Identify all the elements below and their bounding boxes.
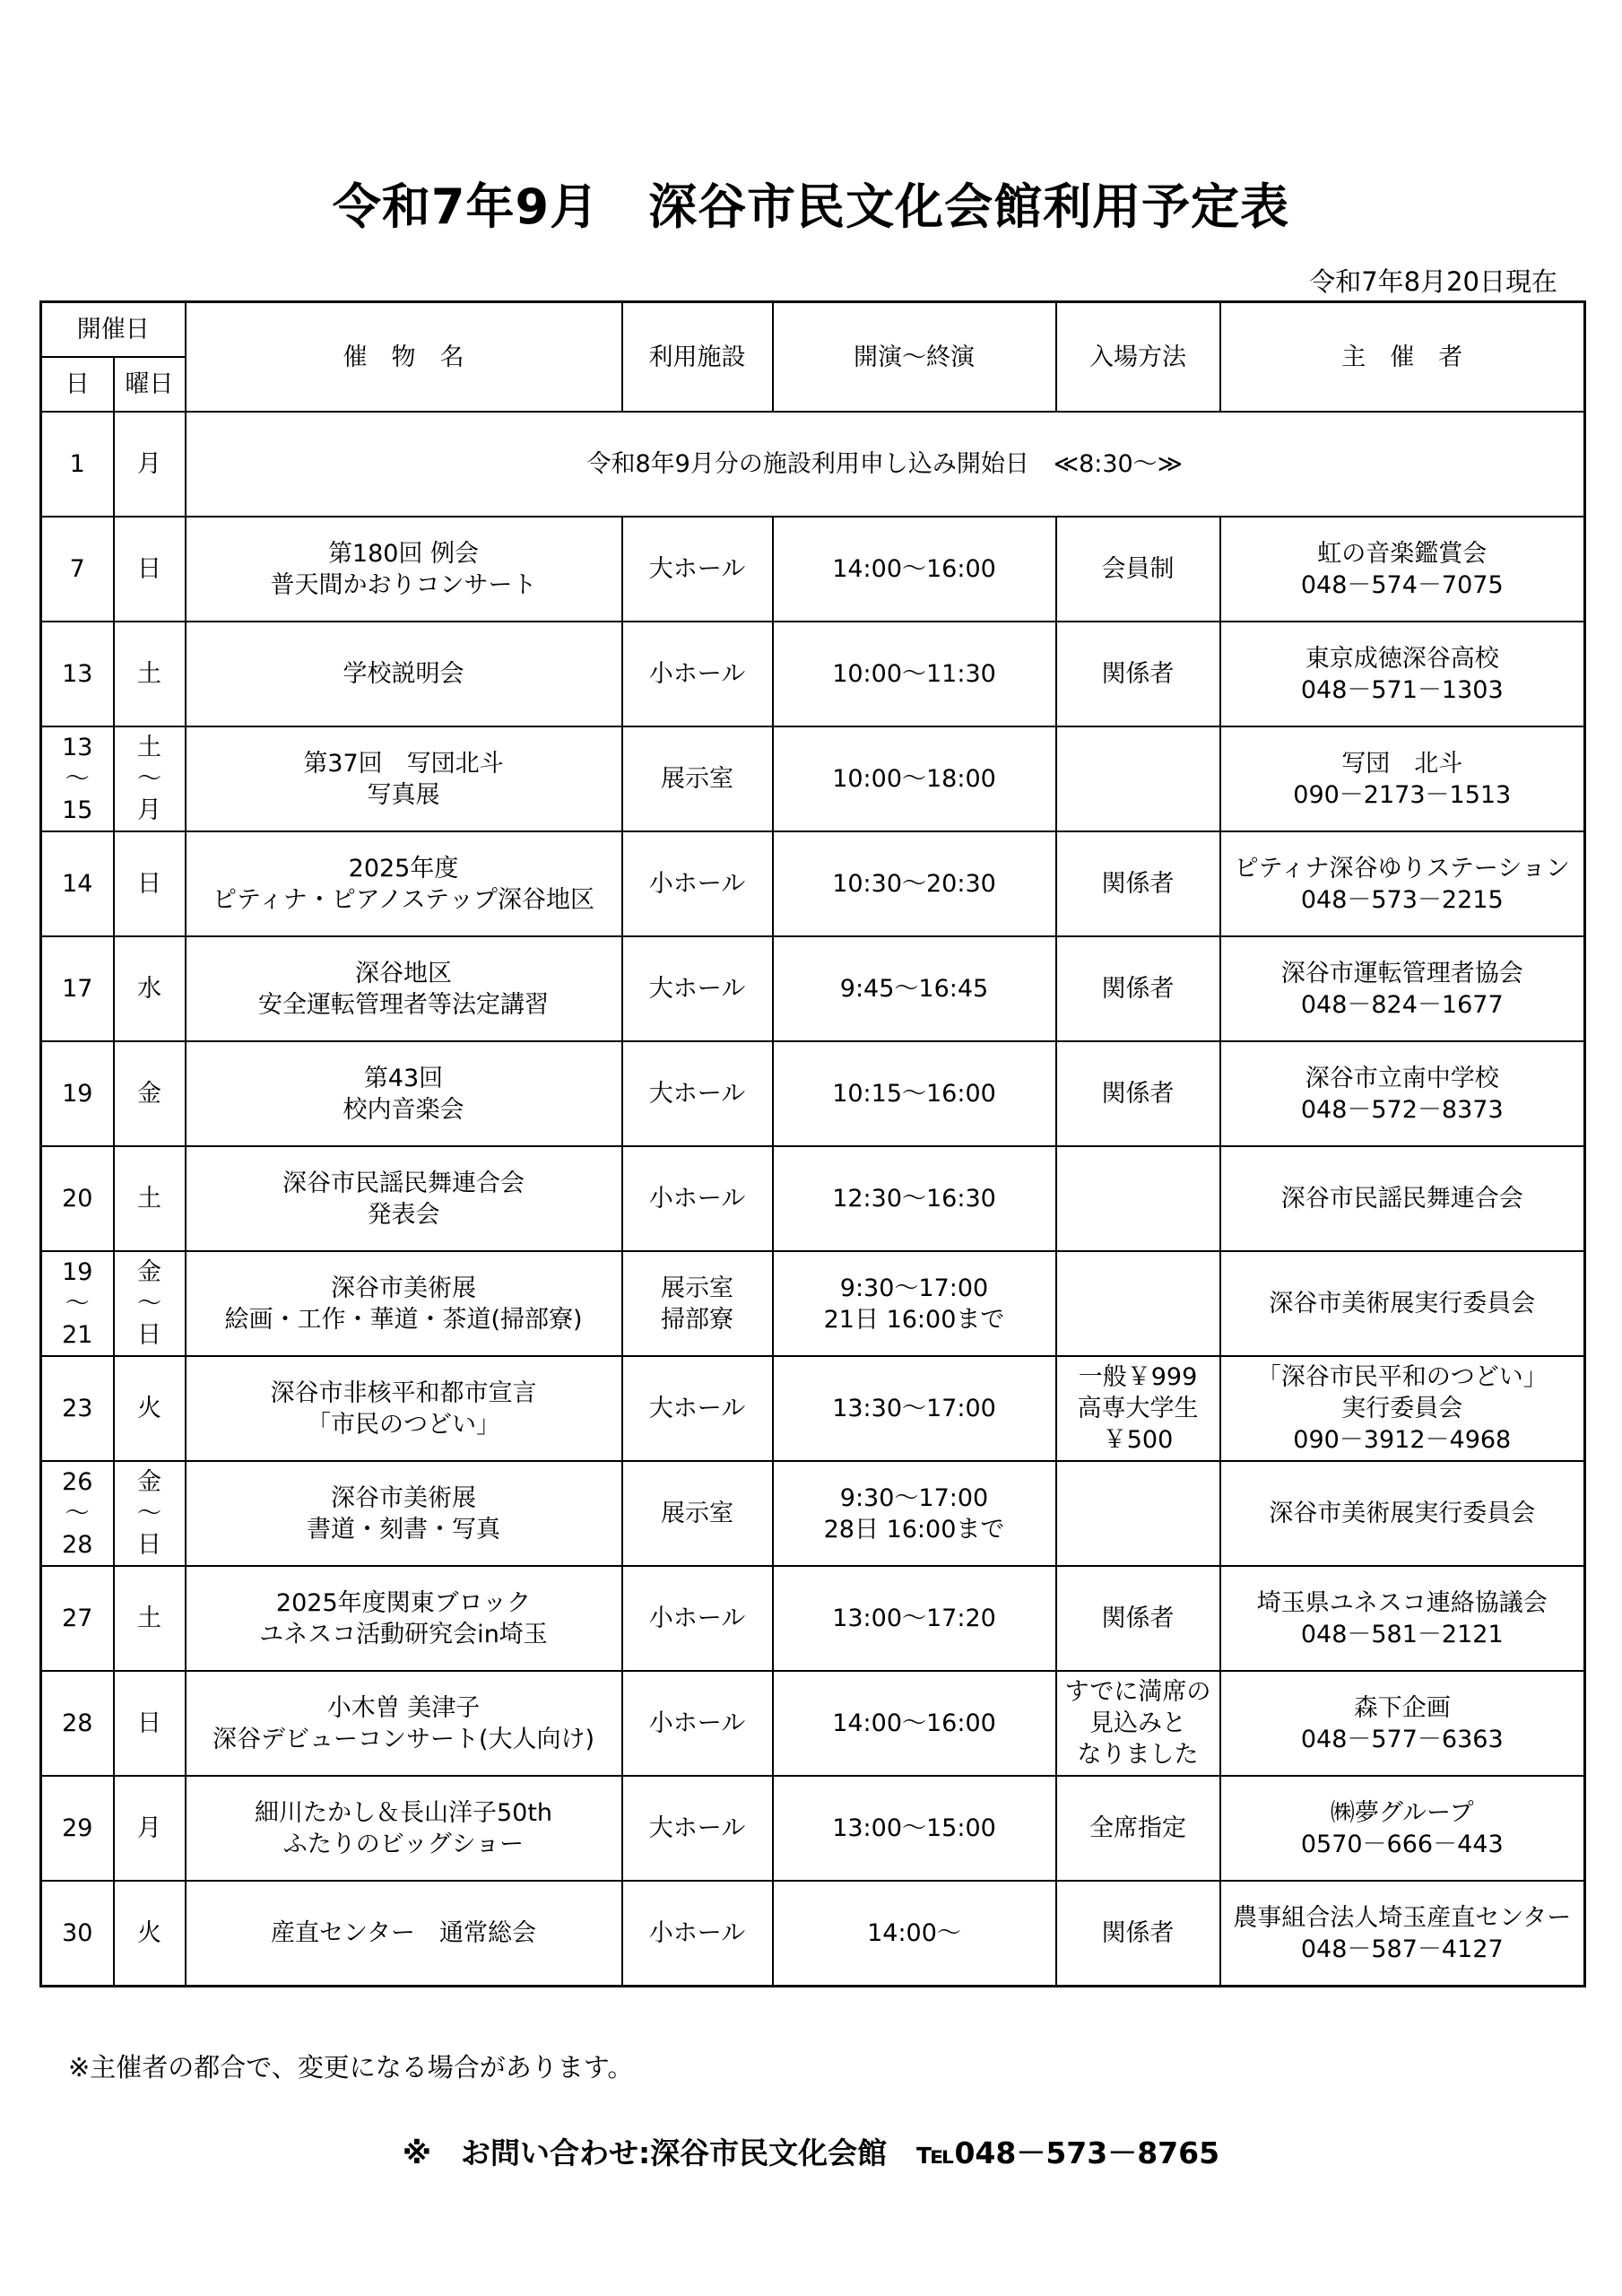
event-facility-line: 小ホール [648, 1185, 746, 1213]
event-day [41, 1461, 114, 1566]
event-name-line: ピティナ・ピアノステップ深谷地区 [212, 885, 595, 914]
event-facility [622, 1776, 773, 1881]
event-facility-line: 小ホール [648, 1605, 746, 1632]
event-weekday-line: 土 [137, 1185, 161, 1213]
event-name-line: 第37回 写団北斗 [303, 749, 504, 778]
page-title: 令和7年9月 深谷市民文化会館利用予定表 [332, 178, 1290, 235]
event-admission [1056, 726, 1220, 831]
event-weekday [114, 1881, 186, 1987]
event-organizer-line: 048－571－1303 [1300, 675, 1504, 704]
header-admission: 入場方法 [1056, 302, 1220, 413]
contact-info: ※ お問い合わせ:深谷市民文化会館 ℡048－573－8765 [402, 2135, 1220, 2170]
event-admission-line: 全席指定 [1089, 1814, 1186, 1842]
event-weekday [114, 726, 186, 831]
event-time [773, 1251, 1056, 1356]
event-name-line: 写真展 [367, 780, 440, 809]
event-day [41, 1041, 114, 1146]
event-admission-line: 一般￥999 [1078, 1363, 1198, 1391]
event-admission-line: すでに満席の [1064, 1678, 1211, 1706]
table-row [41, 1041, 1585, 1146]
event-name-line: 絵画・工作・華道・茶道(掃部寮) [224, 1305, 583, 1334]
header-organizer: 主 催 者 [1220, 302, 1585, 413]
event-day-line: 〜 [65, 1290, 90, 1318]
event-name-line: 深谷市民謡民舞連合会 [282, 1169, 525, 1197]
event-facility-line: 大ホール [648, 1395, 746, 1422]
schedule-table [39, 300, 1586, 1987]
event-facility-line: 大ホール [648, 975, 746, 1003]
event-name-line: 発表会 [367, 1200, 440, 1229]
event-organizer-line: 深谷市美術展実行委員会 [1269, 1290, 1536, 1318]
event-weekday-line: 日 [137, 1531, 161, 1559]
event-facility [622, 936, 773, 1041]
event-organizer [1220, 1566, 1585, 1671]
event-organizer [1220, 517, 1585, 622]
event-day-line: 28 [62, 1709, 93, 1737]
event-organizer [1220, 726, 1585, 831]
event-name [186, 1776, 622, 1881]
event-time [773, 622, 1056, 726]
event-facility [622, 1671, 773, 1776]
event-organizer-line: 深谷市運転管理者協会 [1280, 959, 1523, 987]
event-facility-line: 小ホール [648, 1709, 746, 1737]
event-admission [1056, 1776, 1220, 1881]
event-day [41, 1146, 114, 1251]
event-name-line: 普天間かおりコンサート [270, 570, 537, 599]
event-admission [1056, 622, 1220, 726]
as-of-date: 令和7年8月20日現在 [1309, 266, 1557, 297]
event-organizer [1220, 1461, 1585, 1566]
event-time [773, 1461, 1056, 1566]
event-organizer [1220, 1356, 1585, 1461]
event-day [41, 1881, 114, 1987]
event-organizer-line: 048－581－2121 [1300, 1620, 1504, 1648]
event-weekday-line: 土 [137, 660, 161, 688]
event-organizer [1220, 1776, 1585, 1881]
event-admission [1056, 1566, 1220, 1671]
event-name [186, 726, 622, 831]
table-row [41, 1671, 1585, 1776]
event-organizer-line: 048－824－1677 [1300, 990, 1504, 1019]
event-name [186, 1461, 622, 1566]
event-day-line: 30 [62, 1919, 93, 1947]
event-weekday-line: 〜 [137, 1500, 161, 1527]
event-admission-line: ￥500 [1102, 1426, 1174, 1454]
table-row [41, 831, 1585, 936]
event-weekday-line: 水 [137, 975, 161, 1003]
event-weekday [114, 622, 186, 726]
event-weekday-line: 火 [137, 1395, 161, 1422]
header-day: 日 [41, 357, 114, 412]
event-admission-line: 高専大学生 [1077, 1395, 1199, 1422]
event-facility [622, 1566, 773, 1671]
event-organizer-line: 東京成徳深谷高校 [1305, 644, 1499, 673]
event-name-line: 深谷地区 [355, 959, 452, 987]
event-day-line: 7 [69, 555, 85, 583]
notice-text: 令和8年9月分の施設利用申し込み開始日 ≪8:30〜≫ [186, 412, 1585, 517]
header-time: 開演〜終演 [773, 302, 1056, 413]
event-facility-line: 大ホール [648, 555, 746, 583]
table-row [41, 936, 1585, 1041]
event-time [773, 831, 1056, 936]
event-name [186, 1566, 622, 1671]
event-time-line: 14:00〜 [867, 1919, 961, 1947]
event-organizer-line: ピティナ深谷ゆりステーション [1234, 854, 1570, 883]
table-row [41, 726, 1585, 831]
event-facility [622, 1146, 773, 1251]
event-name-line: 深谷市美術展 [331, 1274, 476, 1302]
event-organizer-line: 写団 北斗 [1341, 749, 1463, 778]
event-admission [1056, 1461, 1220, 1566]
table-row [41, 517, 1585, 622]
event-name [186, 1251, 622, 1356]
event-weekday [114, 1461, 186, 1566]
event-time [773, 1146, 1056, 1251]
event-time-line: 9:45〜16:45 [839, 975, 989, 1003]
event-admission [1056, 831, 1220, 936]
notice-row [41, 412, 1585, 517]
event-facility-line: 大ホール [648, 1814, 746, 1842]
event-name-line: 深谷市非核平和都市宣言 [270, 1378, 537, 1407]
event-facility-line: 掃部寮 [661, 1305, 733, 1334]
event-organizer-line: 090－2173－1513 [1293, 780, 1512, 809]
header-facility: 利用施設 [622, 302, 773, 413]
event-day [41, 726, 114, 831]
event-weekday-line: 土 [137, 1605, 161, 1632]
event-admission-line: 関係者 [1101, 660, 1175, 688]
event-time [773, 726, 1056, 831]
event-organizer-line: 埼玉県ユネスコ連絡協議会 [1256, 1588, 1548, 1617]
event-weekday-line: 〜 [137, 765, 161, 793]
event-name-line: 「市民のつどい」 [307, 1410, 500, 1439]
event-name [186, 831, 622, 936]
table-row [41, 1251, 1585, 1356]
event-facility-line: 小ホール [648, 1919, 746, 1947]
event-admission-line: 会員制 [1101, 555, 1175, 583]
event-weekday-line: 土 [137, 734, 161, 761]
event-name [186, 1146, 622, 1251]
event-name-line: ユネスコ活動研究会in埼玉 [259, 1620, 548, 1648]
event-weekday-line: 金 [137, 1080, 161, 1108]
event-time-line: 13:30〜17:00 [832, 1395, 996, 1422]
event-day-line: 29 [62, 1814, 93, 1842]
event-time-line: 9:30〜17:00 [839, 1274, 989, 1302]
event-organizer [1220, 936, 1585, 1041]
event-organizer-line: 090－3912－4968 [1293, 1426, 1512, 1454]
event-facility-line: 展示室 [661, 1500, 733, 1527]
header-row [41, 302, 1585, 358]
event-organizer-line: 深谷市民謡民舞連合会 [1280, 1185, 1523, 1213]
event-organizer [1220, 622, 1585, 726]
event-name [186, 936, 622, 1041]
event-name-line: 小木曽 美津子 [326, 1693, 481, 1722]
event-day [41, 1356, 114, 1461]
event-name [186, 1671, 622, 1776]
header-date-group: 開催日 [41, 302, 186, 358]
event-weekday-line: 日 [137, 1709, 161, 1737]
event-name [186, 1041, 622, 1146]
event-facility [622, 622, 773, 726]
event-name-line: 安全運転管理者等法定講習 [258, 990, 549, 1019]
event-day-line: 〜 [65, 765, 90, 793]
event-facility [622, 1041, 773, 1146]
event-name-line: 校内音楽会 [343, 1095, 464, 1124]
event-day [41, 1671, 114, 1776]
event-weekday [114, 1356, 186, 1461]
event-name-line: 2025年度 [348, 854, 459, 883]
event-time-line: 10:30〜20:30 [832, 870, 996, 898]
event-facility [622, 726, 773, 831]
event-time-line: 12:30〜16:30 [832, 1185, 996, 1213]
event-admission [1056, 936, 1220, 1041]
event-organizer-line: 「深谷市民平和のつどい」 [1256, 1363, 1548, 1391]
event-name-line: 深谷デビューコンサート(大人向け) [212, 1725, 595, 1753]
event-organizer-line: 048－573－2215 [1300, 885, 1504, 914]
event-name-line: 第180回 例会 [327, 539, 480, 568]
event-weekday [114, 1041, 186, 1146]
header-event: 催 物 名 [186, 302, 622, 413]
event-day-line: 27 [62, 1605, 93, 1632]
event-facility-line: 大ホール [648, 1080, 746, 1108]
event-day-line: 〜 [65, 1500, 90, 1527]
table-row [41, 622, 1585, 726]
event-name-line: ふたりのビッグショー [282, 1830, 525, 1858]
event-facility-line: 展示室 [661, 765, 733, 793]
event-organizer [1220, 831, 1585, 936]
event-admission-line: 関係者 [1101, 870, 1175, 898]
event-admission [1056, 1041, 1220, 1146]
event-day [41, 1251, 114, 1356]
event-facility [622, 517, 773, 622]
event-day-line: 21 [62, 1321, 93, 1349]
event-organizer-line: 048－572－8373 [1300, 1095, 1504, 1124]
event-weekday-line: 日 [137, 1321, 161, 1349]
event-time-line: 13:00〜15:00 [832, 1814, 996, 1842]
event-day-line: 20 [62, 1185, 93, 1213]
table-row [41, 1881, 1585, 1987]
event-admission [1056, 1881, 1220, 1987]
event-weekday [114, 517, 186, 622]
event-weekday [114, 1776, 186, 1881]
event-day-line: 17 [62, 975, 93, 1003]
event-weekday-line: 火 [137, 1919, 161, 1947]
event-name [186, 517, 622, 622]
event-day [41, 1776, 114, 1881]
table-row [41, 1146, 1585, 1251]
event-day [41, 517, 114, 622]
event-time [773, 1566, 1056, 1671]
event-day-line: 23 [62, 1395, 93, 1422]
event-admission-line: 関係者 [1101, 1605, 1175, 1632]
event-name [186, 1881, 622, 1987]
event-weekday [114, 1671, 186, 1776]
event-organizer [1220, 1146, 1585, 1251]
event-weekday-line: 〜 [137, 1290, 161, 1318]
table-row [41, 1566, 1585, 1671]
event-time-line: 9:30〜17:00 [839, 1483, 989, 1512]
table-row [41, 1461, 1585, 1566]
event-time [773, 1041, 1056, 1146]
event-weekday-line: 金 [137, 1258, 161, 1286]
event-weekday-line: 日 [137, 870, 161, 898]
event-weekday [114, 1146, 186, 1251]
event-time-line: 14:00〜16:00 [832, 555, 996, 583]
event-organizer-line: 深谷市立南中学校 [1305, 1064, 1499, 1092]
event-time-line: 13:00〜17:20 [832, 1605, 996, 1632]
event-day-line: 26 [62, 1468, 93, 1496]
event-organizer-line: 深谷市美術展実行委員会 [1269, 1500, 1536, 1527]
event-admission [1056, 1146, 1220, 1251]
event-organizer-line: 048－587－4127 [1300, 1935, 1504, 1963]
event-day-line: 28 [62, 1531, 93, 1559]
event-time [773, 1671, 1056, 1776]
event-time-line: 10:00〜18:00 [832, 765, 996, 793]
event-organizer-line: ㈱夢グループ [1330, 1798, 1474, 1827]
event-day-line: 19 [62, 1080, 93, 1108]
event-name-line: 学校説明会 [343, 660, 464, 688]
event-weekday-line: 日 [137, 555, 161, 583]
event-name-line: 産直センター 通常総会 [271, 1919, 536, 1947]
notice-day: 1 [41, 412, 114, 517]
event-admission-line: 関係者 [1101, 975, 1175, 1003]
event-organizer-line: 虹の音楽鑑賞会 [1317, 539, 1488, 568]
event-organizer-line: 実行委員会 [1341, 1395, 1463, 1422]
event-day [41, 831, 114, 936]
event-time-line: 14:00〜16:00 [832, 1709, 996, 1737]
event-facility [622, 1356, 773, 1461]
event-organizer [1220, 1881, 1585, 1987]
event-organizer [1220, 1041, 1585, 1146]
event-facility-line: 小ホール [648, 870, 746, 898]
event-weekday-line: 金 [137, 1468, 161, 1496]
event-time-line: 10:00〜11:30 [832, 660, 996, 688]
table-row [41, 1776, 1585, 1881]
event-weekday-line: 月 [137, 796, 161, 824]
event-name-line: 第43回 [363, 1064, 444, 1092]
event-time-line: 21日 16:00まで [823, 1305, 1005, 1334]
event-time-line: 10:15〜16:00 [832, 1080, 996, 1108]
event-admission-line: 関係者 [1101, 1080, 1175, 1108]
event-name-line: 細川たかし＆長山洋子50th [254, 1798, 553, 1827]
event-name [186, 1356, 622, 1461]
notice-weekday: 月 [114, 412, 186, 517]
table-row [41, 1356, 1585, 1461]
event-admission [1056, 517, 1220, 622]
event-admission [1056, 1356, 1220, 1461]
event-facility-line: 小ホール [648, 660, 746, 688]
event-weekday [114, 936, 186, 1041]
event-day [41, 622, 114, 726]
event-weekday [114, 831, 186, 936]
event-day-line: 19 [62, 1258, 93, 1286]
event-admission-line: なりました [1077, 1741, 1199, 1769]
event-name-line: 書道・刻書・写真 [307, 1515, 500, 1544]
event-time [773, 1776, 1056, 1881]
event-time [773, 517, 1056, 622]
event-day-line: 15 [62, 796, 93, 824]
event-admission-line: 見込みと [1089, 1709, 1186, 1737]
event-facility [622, 831, 773, 936]
event-day-line: 13 [62, 660, 93, 688]
event-day-line: 13 [62, 734, 93, 761]
header-weekday: 曜日 [114, 357, 186, 412]
event-facility [622, 1251, 773, 1356]
event-admission [1056, 1251, 1220, 1356]
event-admission [1056, 1671, 1220, 1776]
event-name-line: 2025年度関東ブロック [275, 1588, 532, 1617]
event-name-line: 深谷市美術展 [331, 1483, 476, 1512]
event-organizer-line: 農事組合法人埼玉産直センター [1233, 1903, 1572, 1932]
event-time-line: 28日 16:00まで [823, 1515, 1005, 1544]
event-weekday [114, 1251, 186, 1356]
event-time [773, 936, 1056, 1041]
event-organizer [1220, 1251, 1585, 1356]
event-facility [622, 1461, 773, 1566]
event-day-line: 14 [62, 870, 93, 898]
event-time [773, 1881, 1056, 1987]
event-time [773, 1356, 1056, 1461]
event-name [186, 622, 622, 726]
event-weekday-line: 月 [137, 1814, 161, 1842]
event-organizer [1220, 1671, 1585, 1776]
footnote: ※主催者の都合で、変更になる場合があります。 [68, 2052, 634, 2083]
event-admission-line: 関係者 [1101, 1919, 1175, 1947]
event-day [41, 1566, 114, 1671]
event-facility-line: 展示室 [661, 1274, 733, 1302]
event-weekday [114, 1566, 186, 1671]
event-facility [622, 1881, 773, 1987]
event-organizer-line: 048－574－7075 [1300, 570, 1504, 599]
event-organizer-line: 0570－666－443 [1300, 1830, 1504, 1858]
event-day [41, 936, 114, 1041]
event-organizer-line: 森下企画 [1353, 1693, 1451, 1722]
event-organizer-line: 048－577－6363 [1300, 1725, 1504, 1753]
